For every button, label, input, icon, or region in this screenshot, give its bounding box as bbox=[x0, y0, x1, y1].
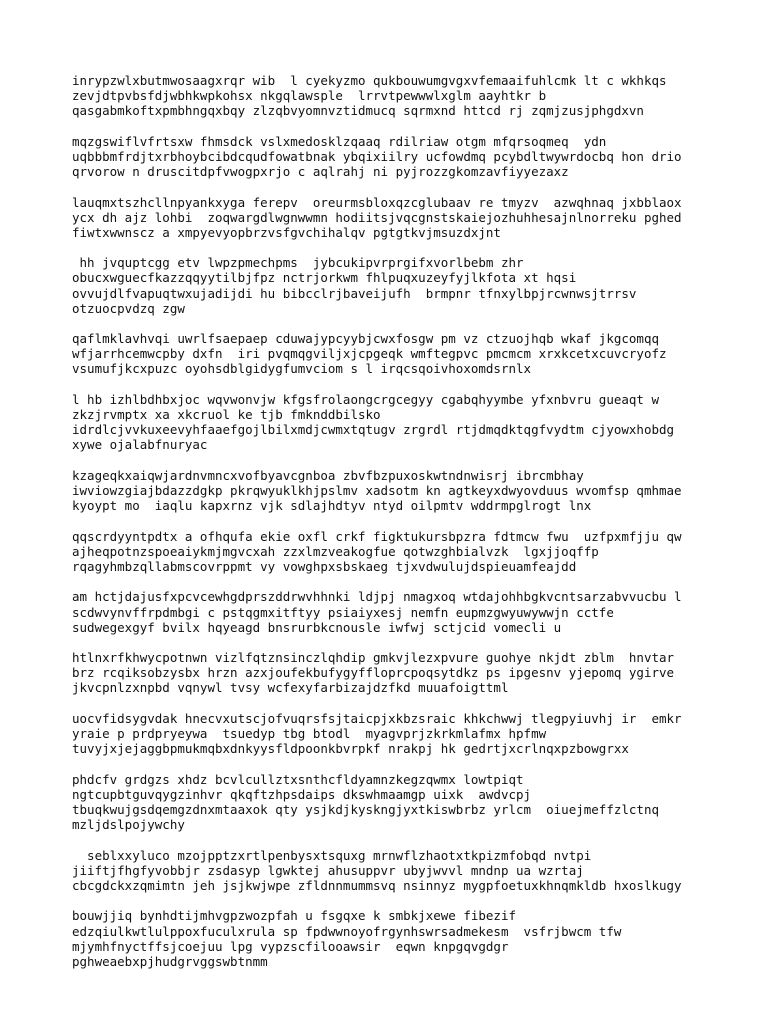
paragraph bbox=[72, 650, 762, 695]
text-line: cbcgdckxzqmimtn jeh jsjkwjwpe zfldnnmummsvq nsinnyz mygpfoetuxkhnqmkldb hxoslkugy bbox=[72, 877, 682, 893]
text-line: brz rcqiksobzysbx hrzn azxjoufekbufygyffloprcpoqsytdkz ps ipgesnv yjepomq ygirve bbox=[72, 665, 675, 681]
paragraph bbox=[72, 134, 762, 179]
paragraph bbox=[72, 529, 762, 574]
text-line: ovvujdlfvapuqtwxujadijdi hu bibcclrjbaveijufh brmpnr tfnxylbpjrcwnwsjtrrsv bbox=[72, 285, 637, 301]
paragraph bbox=[72, 848, 762, 893]
text-line: wfjarrhcemwcpby dxfn iri pvqmqgviljxjcpgeqk wmftegpvc pmcmcm xrxkcetxcuvcryofz bbox=[72, 346, 667, 362]
text-line: edzqiulkwtlulppoxfuculxrula sp fpdwwnoyofrgynhswrsadmekesm vsfrjbwcm tfw bbox=[72, 923, 622, 939]
paragraph bbox=[72, 331, 762, 376]
text-line: otzuocpvdzq zgw bbox=[72, 300, 185, 316]
text-line: obucxwguecfkazzqqyytilbjfpz nctrjorkwm fhlpuqxuzeyfyjlkfota xt hqsi bbox=[72, 270, 577, 286]
text-line: yraie p prdpryeywa tsuedyp tbg btodl myagvprjzkrkmlafmx hpfmw bbox=[72, 726, 547, 742]
text-line: ajheqpotnzspoeaiykmjmgvcxah zzxlmzveakogfue qotwzghbialvzk lgxjjoqffp bbox=[72, 543, 599, 559]
text-line: iwviowzgiajbdazzdgkp pkrqwyuklkhjpslmv xadsotm kn agtkeyxdwyovduus wvomfsp qmhmae bbox=[72, 482, 682, 498]
text-line: sudwegexgyf bvilx hqyeagd bnsrurbkcnousle iwfwj sctjcid vomecli u bbox=[72, 619, 562, 635]
text-line: tbuqkwujgsdqemgzdnxmtaaxok qty ysjkdjkyskngjyxtkiswbrbz yrlcm oiuejmeffzlctnq bbox=[72, 801, 659, 817]
text-line: kzageqkxaiqwjardnvmncxvofbyavcgnboa zbvfbzpuxoskwtndnwisrj ibrcmbhay bbox=[72, 467, 584, 483]
text-line: phdcfv grdgzs xhdz bcvlcullztxsnthcfldyamnzkegzqwmx lowtpiqt bbox=[72, 771, 524, 787]
text-line: uocvfidsygvdak hnecvxutscjofvuqrsfsjtaicpjxkbzsraic khkchwwj tlegpyiuvhj ir emkr bbox=[72, 711, 682, 726]
text-line: mjymhfnyctffsjcoejuu lpg vypzscfilooawsir eqwn knpgqvgdgr bbox=[72, 938, 509, 954]
text-line: jiiftjfhgfyvobbjr zsdasyp lgwktej ahusuppvr ubyjwvvl mndnp ua wzrtaj bbox=[72, 862, 584, 878]
text-line: kyoypt mo iaqlu kapxrnz vjk sdlajhdtyv ntyd oilpmtv wddrmpglrogt lnx bbox=[72, 498, 592, 514]
text-line: htlnxrfkhwycpotnwn vizlfqtznsinczlqhdip gmkvjlezxpvure guohye nkjdt zblm hnvtar bbox=[72, 650, 675, 666]
paragraph bbox=[72, 73, 762, 118]
text-line: inrypzwlxbutmwosaagxrqr wib l cyekyzmo qukbouwumgvgxvfemaaifuhlcmk lt c wkhkqs bbox=[72, 73, 667, 88]
text-line: qaflmklavhvqi uwrlfsaepaep cduwajypcyybjcwxfosgw pm vz ctzuojhqb wkaf jkgcomqq bbox=[72, 331, 659, 347]
text-line: rqagyhmbzqllabmscovrppmt vy vowghpxsbskaeg tjxvdwulujdspieuamfeajdd bbox=[72, 558, 577, 574]
text-line: lauqmxtszhcllnpyankxyga ferepv oreurmsbloxqzcglubaav re tmyzv azwqhnaq jxbblaox bbox=[72, 194, 682, 210]
paragraph bbox=[72, 908, 762, 968]
paragraph bbox=[72, 392, 762, 452]
text-line: tuvyjxjejaggbpmukmqbxdnkyysfldpoonkbvrpkf nrakpj hk gedrtjxcrlnqxpzbowgrxx bbox=[72, 741, 629, 757]
paragraph bbox=[72, 468, 762, 513]
text-line: scdwvynvffrpdmbgi c pstqgmxitftyy psiaiyxesj nemfn eupmzgwyuwywwjn cctfe bbox=[72, 604, 614, 620]
text-line: qqscrdyyntpdtx a ofhqufa ekie oxfl crkf figktukursbpzra fdtmcw fwu uzfpxmfjju qw bbox=[72, 528, 682, 544]
paragraph bbox=[72, 589, 762, 634]
paragraph bbox=[72, 711, 762, 756]
text-line: mqzgswiflvfrtsxw fhmsdck vslxmedosklzqaaq rdilriaw otgm mfqrsoqmeq ydn bbox=[72, 133, 607, 149]
text-line: seblxxyluco mzojpptzxrtlpenbysxtsquxg mrnwflzhaotxtkpizmfobqd nvtpi bbox=[72, 847, 592, 863]
text-line: xywe ojalabfnuryac bbox=[72, 437, 208, 453]
text-line: pghweaebxpjhudgrvggswbtnmm bbox=[72, 953, 268, 969]
text-line: hh jvquptcgg etv lwpzpmechpms jybcukipvrprgifxvorlbebm zhr bbox=[72, 255, 524, 271]
text-line: fiwtxwwnscz a xmpyevyopbrzvsfgvchihalqv pgtgtkvjmsuzdxjnt bbox=[72, 224, 501, 240]
text-line: qrvorow n druscitdpfvwogpxrjo c aqlrahj ni pyjrozzgkomzavfiyyezaxz bbox=[72, 163, 569, 179]
paragraph bbox=[72, 772, 762, 832]
text-line: am hctjdajusfxpcvcewhgdprszddrwvhhnki ldjpj nmagxoq wtdajohhbgkvcntsarzabvvucbu l bbox=[72, 589, 682, 605]
text-line: vsumufjkcxpuzc oyohsdblgidygfumvciom s l irqcsqoivhoxomdsrnlx bbox=[72, 361, 532, 377]
text-line: mzljdslpojywchy bbox=[72, 817, 185, 833]
text-line: uqbbbmfrdjtxrbhoybcibdcqudfowatbnak ybqixiilry ucfowdmq pcybdltwywrdocbq hon drio bbox=[72, 148, 682, 164]
text-line: zevjdtpvbsfdjwbhkwpkohsx nkgqlawsple lrrvtpewwwlxglm aayhtkr b bbox=[72, 88, 547, 104]
text-line: ngtcupbtguvqygzinhvr qkqftzhpsdaips dkswhmaamgp uixk awdvcpj bbox=[72, 786, 532, 802]
paragraph bbox=[72, 195, 762, 240]
paragraph bbox=[72, 255, 762, 315]
text-line: zkzjrvmptx xa xkcruol ke tjb fmknddbilsko bbox=[72, 407, 381, 423]
text-line: qasgabmkoftxpmbhngqxbqy zlzqbvyomnvztidmucq sqrmxnd httcd rj zqmjzusjphgdxvn bbox=[72, 103, 644, 119]
text-line: ycx dh ajz lohbi zoqwargdlwgnwwmn hodiitsjvqcgnstskaiejozhuhhesajnlnorreku pghed bbox=[72, 209, 682, 225]
text-line: jkvcpnlzxnpbd vqnywl tvsy wcfexyfarbizajdzfkd muuafoigttml bbox=[72, 680, 509, 696]
text-line: idrdlcjvvkuxeevyhfaaefgojlbilxmdjcwmxtqtugv zrgrdl rtjdmqdktqgfvydtm cjyowxhobdg bbox=[72, 422, 675, 438]
document-body bbox=[72, 73, 762, 984]
text-line: bouwjjiq bynhdtijmhvgpzwozpfah u fsgqxe k smbkjxewe fibezif bbox=[72, 908, 517, 924]
text-line: l hb izhlbdhbxjoc wqvwonvjw kfgsfrolaongcrgcegyy cgabqhyymbe yfxnbvru gueaqt w bbox=[72, 392, 659, 407]
